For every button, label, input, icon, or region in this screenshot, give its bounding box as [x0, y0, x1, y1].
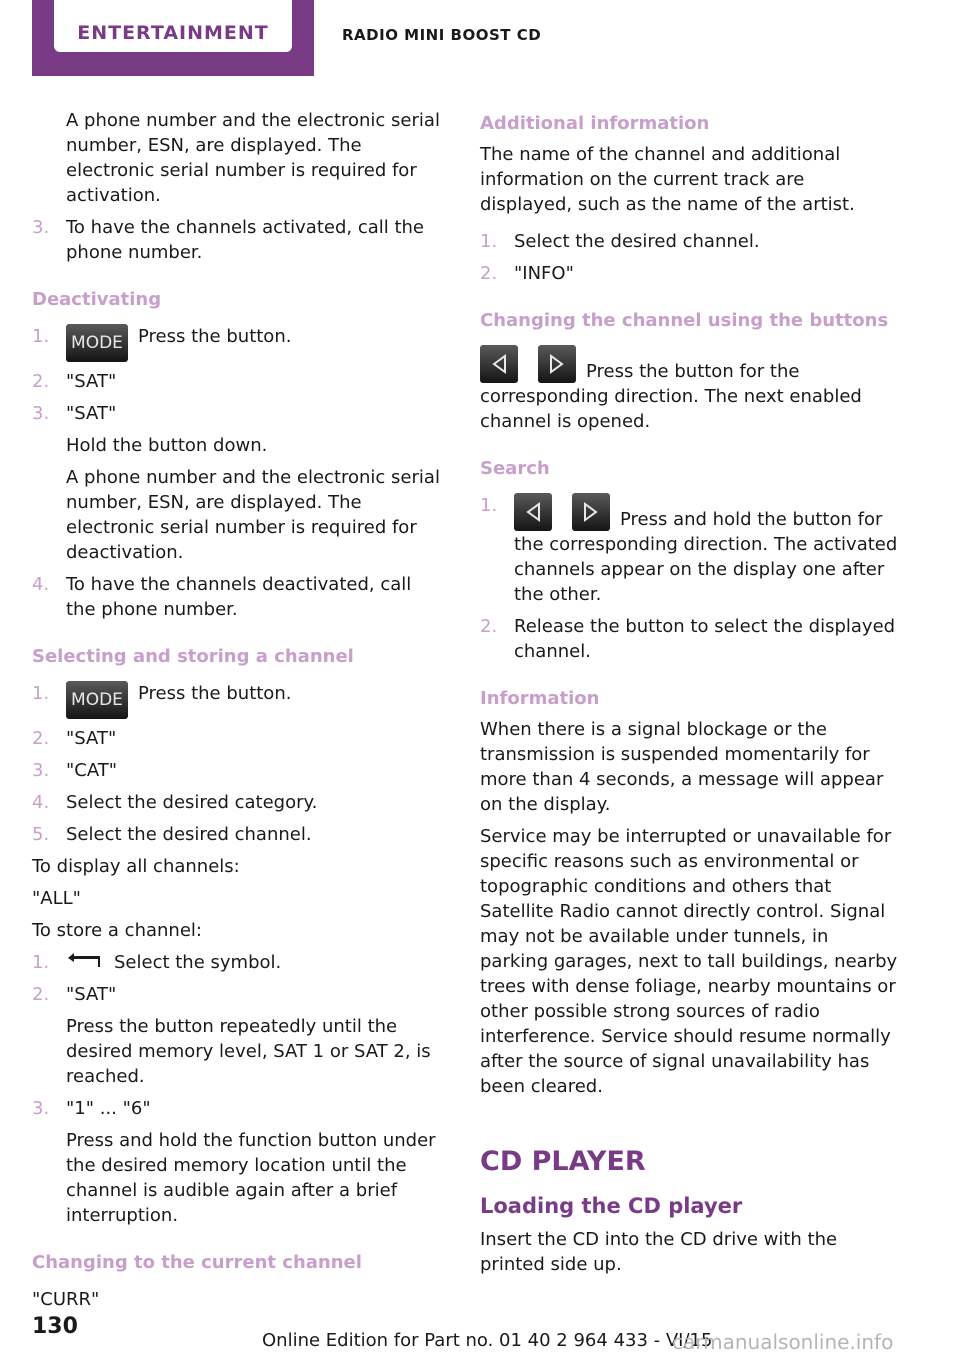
service-text: Service may be interrupted or unavailable for specific reasons such as environmental or topographic conditions and others that Satellite Radio cannot directly control. Signal may not be available under tunnels, in parking garages, next to tall buildings, nearby trees with dense foliage, nearby mountains or other possible strong sources of radio interference. Service should resume normally after the source of signal unavailability has been cleared.	[480, 826, 898, 1097]
list-item: 2. "SAT"	[32, 728, 117, 749]
changing-channel-heading: Changing the channel using the buttons	[480, 310, 889, 331]
chapter-title: RADIO MINI BOOST CD	[342, 26, 542, 44]
list-item: 4. Select the desired category.	[32, 792, 318, 813]
right-column	[480, 108, 900, 1284]
left-column	[32, 108, 442, 1319]
list-item: 3. To have the channels activated, call the phone number.	[32, 217, 425, 263]
information-heading: Information	[480, 688, 600, 709]
list-item: 1. Press and hold the button for the corresponding direction. The activated channels appear on the display one after the other.	[480, 495, 898, 605]
selecting-heading: Selecting and storing a channel	[32, 646, 354, 667]
intro-text: A phone number and the electronic serial number, ESN, are displayed. The electronic serial number is required for activation.	[66, 110, 440, 206]
store-list	[32, 950, 442, 1228]
watermark: carmanualsonline.info	[672, 1330, 894, 1354]
display-all-text: To display all channels:	[32, 856, 240, 877]
list-item: 2. "SAT" Press the button repeatedly until the desired memory level, SAT 1 or SAT 2, is reached.	[32, 984, 431, 1087]
list-item: 2. "SAT"	[32, 371, 117, 392]
cd-player-heading: CD PLAYER	[480, 1146, 646, 1177]
edition-footer: Online Edition for Part no. 01 40 2 964 433 - VI/15	[262, 1330, 713, 1351]
arrow-left-button-icon	[514, 493, 552, 531]
list-item: 3. "1" ... "6" Press and hold the function button under the desired memory location until the channel is audible again after a brief interruption.	[32, 1098, 436, 1226]
information-text: When there is a signal blockage or the transmission is suspended momentarily for more than 4 seconds, a message will appear on the display.	[480, 719, 884, 815]
list-item: 1. Select the desired channel.	[480, 231, 760, 252]
curr-text: "CURR"	[32, 1289, 100, 1310]
loading-cd-text: Insert the CD into the CD drive with the printed side up.	[480, 1229, 838, 1275]
store-text: To store a channel:	[32, 920, 202, 941]
mode-button-icon: MODE	[66, 681, 128, 719]
list-item: 1. MODE Press the button.	[32, 324, 442, 362]
list-item: 2. Release the button to select the displayed channel.	[480, 616, 896, 662]
list-item: 1. MODE Press the button.	[32, 681, 442, 719]
deactivating-heading: Deactivating	[32, 289, 162, 310]
arrow-left-button-icon	[480, 345, 518, 383]
arrow-right-button-icon	[538, 345, 576, 383]
back-arrow-icon	[66, 950, 102, 975]
additional-info-heading: Additional information	[480, 113, 710, 134]
loading-cd-heading: Loading the CD player	[480, 1194, 743, 1218]
all-text: "ALL"	[32, 888, 81, 909]
section-title: ENTERTAINMENT	[77, 22, 269, 44]
selecting-list	[32, 681, 442, 847]
header-tab-inner	[54, 0, 292, 52]
header-tab	[32, 0, 314, 76]
arrow-right-button-icon	[572, 493, 610, 531]
deactivating-list	[32, 324, 442, 622]
additional-info-text: The name of the channel and additional information on the current track are displayed, such as the name of the artist.	[480, 144, 855, 215]
list-item: 2. "INFO"	[480, 263, 574, 284]
list-item: 3. "CAT"	[32, 760, 118, 781]
additional-info-list	[480, 229, 900, 286]
page-number: 130	[32, 1314, 78, 1339]
activation-list	[32, 215, 442, 265]
list-item: 5. Select the desired channel.	[32, 824, 312, 845]
search-list	[480, 493, 900, 664]
list-item: 1. Select the symbol.	[32, 952, 282, 973]
mode-button-icon: MODE	[66, 324, 128, 362]
search-heading: Search	[480, 458, 550, 479]
list-item: 4. To have the channels deactivated, call the phone number.	[32, 574, 412, 620]
list-item: 3. "SAT" Hold the button down. A phone number and the electronic serial number, ESN, are displayed. The electronic serial number is required for deactivation.	[32, 403, 440, 563]
current-channel-heading: Changing to the current channel	[32, 1252, 362, 1273]
changing-channel-text: Press the button for the corresponding direction. The next enabled channel is opened.	[480, 345, 900, 434]
